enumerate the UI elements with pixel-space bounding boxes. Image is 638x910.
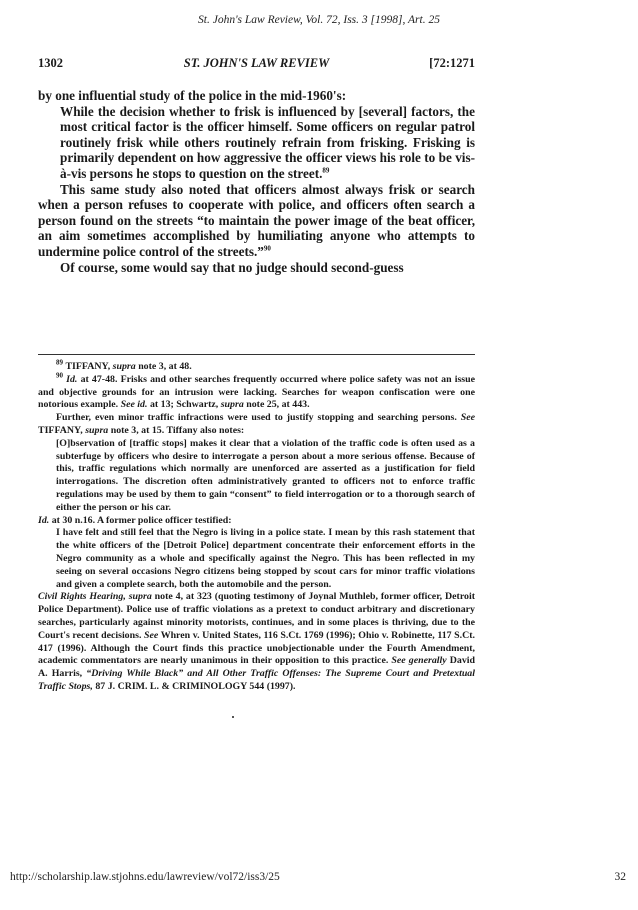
civil-author: David A. Harris,: [38, 655, 476, 680]
footnote-quote-2: I have felt and still feel that the Negro is living in a police state. I mean by this rash statement that the white officers of the [Detroit Police] department concentrate their enforcement efforts in the Negro community as a whole and specifically against the Negro. This has been reflected in my seeing on several occasions Negro citizens being stopped by scout cars for minor traffic violations and given a complete search, both the automobile and the person.: [56, 527, 475, 590]
footnote-90-id: Id.: [66, 373, 78, 385]
footnote-89-number: 89: [56, 358, 63, 367]
further-supra: supra: [85, 424, 109, 436]
footnote-id-line: [38, 515, 475, 528]
paragraph-1-text: This same study also noted that officers almost always frisk or search when a person refuses to cooperate with police, and officers often search a person found on the streets “to maintain the power image of the beat officer, an aim sometimes accomplished by humiliating anyone who attempts to undermine police control of the streets.”: [38, 181, 475, 259]
civil-article: “Driving While Black” and All Other Traffic Offenses: The Supreme Court and Pretextual Traffic Stops,: [38, 668, 475, 692]
civil-title: Civil Rights Hearing,: [38, 591, 126, 603]
civil-journal: 87 J. CRIM. L. & CRIMINOLOGY 544 (1997).: [95, 680, 296, 692]
footnote-ref-89[interactable]: 89: [322, 166, 330, 175]
civil-cases: Whren v. United States, 116 S.Ct. 1769 (1996); Ohio v. Robinette, 117 S.Ct. 417 (1996). Although the Court finds this practice unobjectionable under the Fourth Amendment, academic commentators are nearly unanimous in their opposition to this practice.: [38, 629, 476, 667]
footnote-divider: [38, 354, 475, 355]
further-text: Further, even minor traffic infractions were used to justify stopping and searching persons.: [56, 412, 457, 424]
header-volume-citation: [72:1271: [429, 56, 475, 70]
footnote-90-supra: supra: [220, 399, 244, 411]
header-page-number: 1302: [38, 56, 63, 70]
further-author: TIFFANY,: [38, 424, 83, 436]
footnote-90-end: note 25, at 443.: [246, 399, 310, 411]
footnote-90-text: at 47-48. Frisks and other searches frequently occurred where police safety was not an issue and objective grounds for an intrusion were lacking. Searches for weapon confiscation were one notorious example.: [38, 373, 476, 411]
footnote-89: [38, 358, 475, 374]
footnote-90-number: 90: [56, 371, 63, 380]
footnote-90: [38, 371, 476, 412]
civil-see: See: [144, 629, 159, 641]
further-see: See: [460, 412, 476, 424]
footnote-ref-90[interactable]: 90: [263, 244, 271, 253]
footnote-90-further: [38, 412, 475, 438]
footnote-90-see: See id.: [120, 399, 148, 411]
block-quote: [60, 104, 475, 182]
civil-supra: supra: [128, 591, 152, 603]
lead-sentence: by one influential study of the police in the mid-1960's:: [38, 88, 347, 103]
paragraph-1: [38, 182, 475, 260]
footnote-89-supra: supra: [112, 361, 136, 372]
footer-page-number: 32: [614, 871, 626, 883]
id-line-id: Id.: [38, 514, 50, 526]
stray-mark: [232, 716, 234, 718]
block-quote-text: While the decision whether to frisk is influenced by [several] factors, the most critical factor is the officer himself. Some officers on regular patrol routinely frisk while others routinely refrain from frisking. Frisking is primarily dependent on how aggressive the officer views his role to be vis-à-vis persons he stops to question on the street.: [60, 103, 475, 181]
source-citation: St. John's Law Review, Vol. 72, Iss. 3 [1998], Art. 25: [198, 14, 440, 26]
footnote-quote-1: [O]bservation of [traffic stops] makes it clear that a violation of the traffic code is often used as a subterfuge by officers who desire to interrogate a person about a more serious offense. Because of this, traffic regulations which normally are unenforced are asserted as a justification for field interrogations. The discretion often administratively granted to officers not to enforce traffic regulations may be used by them to gain “consent” to field interrogation or to a thorough search of either the person or his car.: [56, 437, 475, 513]
running-header: [38, 56, 475, 72]
footnote-89-ref: note 3, at 48.: [138, 361, 192, 372]
civil-see-generally: See generally: [391, 655, 447, 667]
footer-url-link[interactable]: http://scholarship.law.stjohns.edu/lawreview/vol72/iss3/25: [10, 871, 280, 883]
footnote-civil-rights: [38, 591, 475, 693]
paragraph-2: Of course, some would say that no judge should second-guess: [60, 259, 404, 275]
footnotes: [38, 358, 476, 694]
footnote-89-author: TIFFANY,: [65, 361, 111, 372]
header-journal-title: ST. JOHN'S LAW REVIEW: [183, 56, 330, 70]
main-text: [38, 88, 475, 275]
civil-text: note 4, at 323 (quoting testimony of Joynal Muthleb, former officer, Detroit Police Department). Police use of traffic violations as a pretext to conduct arbitrary and discretionary searches, particularly against minority motorists, continues, and in some places is thriving, due to the Court's recent decisions.: [38, 591, 475, 641]
footnote-90-at13: at 13; Schwartz,: [149, 399, 219, 411]
id-line-text: at 30 n.16. A former police officer testified:: [51, 514, 232, 526]
further-ref: note 3, at 15. Tiffany also notes:: [110, 424, 245, 436]
